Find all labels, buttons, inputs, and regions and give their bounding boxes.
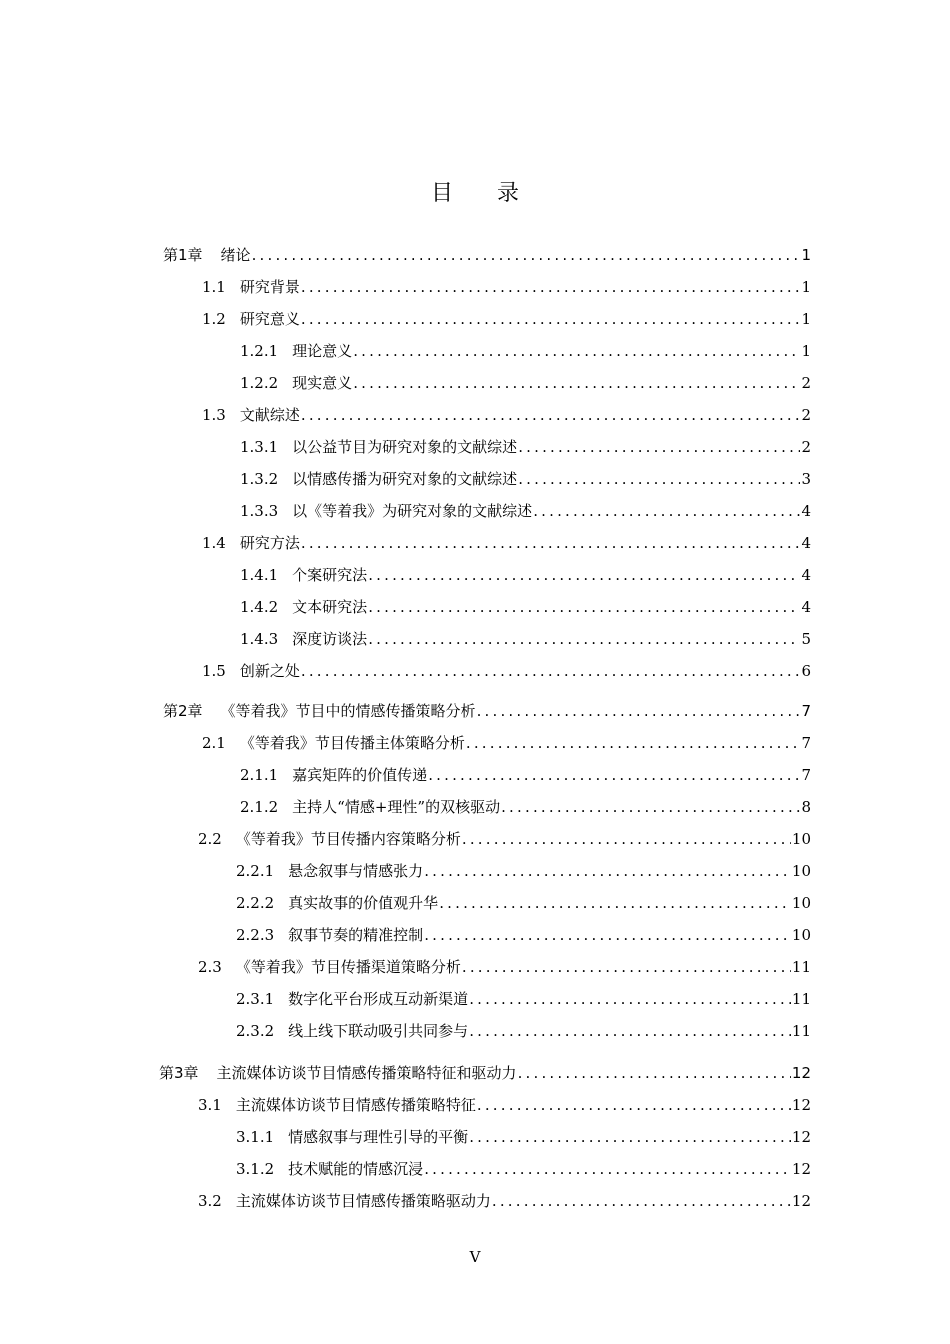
toc-entry-title: 《等着我》节目传播渠道策略分析 [235,958,461,976]
toc-entry-title: 《等着我》节目传播主体策略分析 [239,734,465,752]
toc-entry-page: 1 [801,278,811,296]
toc-entry-title: 研究意义 [239,310,300,328]
dot-leader [518,1064,791,1082]
toc-entry-title: 现实意义 [292,374,353,392]
toc-entry-number: 3.1.2 [236,1160,275,1178]
toc-entry[interactable] [236,924,811,946]
toc-entry-title: 研究背景 [239,278,300,296]
dot-leader [424,862,791,880]
dot-leader [469,1128,791,1146]
dot-leader [368,630,800,648]
toc-entry-page: 10 [791,894,811,912]
toc-entry-title: 主持人“情感+理性”的双核驱动 [292,798,501,816]
toc-entry[interactable] [198,828,811,850]
dot-leader [301,406,801,424]
toc-entry[interactable] [240,340,811,362]
toc-entry-title: 研究方法 [239,534,300,552]
toc-entry[interactable] [163,700,811,722]
toc-entry-page: 1 [801,342,811,360]
toc-entry[interactable] [236,1158,811,1180]
dot-leader [533,502,800,520]
dot-leader [353,374,800,392]
toc-entry-title: 以情感传播为研究对象的文献综述 [292,470,518,488]
toc-entry-title: 深度访谈法 [292,630,368,648]
toc-entry[interactable] [202,532,811,554]
toc-entry-number: 3.1.1 [236,1128,275,1146]
toc-entry-page: 11 [791,990,811,1008]
dot-leader [469,1022,791,1040]
toc-entry[interactable] [159,1062,811,1084]
dot-leader [462,958,791,976]
dot-leader [368,598,800,616]
toc-entry-page: 5 [801,630,811,648]
toc-entry-page: 7 [801,734,811,752]
toc-entry-number: 1.3.3 [240,502,279,520]
toc-entry-page: 6 [801,662,811,680]
toc-entry-page: 12 [791,1128,811,1146]
dot-leader [301,278,801,296]
toc-entry-page: 2 [801,374,811,392]
toc-entry-number: 第1章 [163,246,203,264]
toc-entry[interactable] [240,500,811,522]
toc-entry-page: 11 [791,958,811,976]
toc-entry[interactable] [236,988,811,1010]
toc-entry-title: 主流媒体访谈节目情感传播策略特征和驱动力 [216,1064,517,1082]
toc-entry-number: 1.3.2 [240,470,279,488]
toc-entry[interactable] [240,596,811,618]
toc-entry-number: 3.1 [198,1096,222,1114]
toc-entry-number: 1.4.3 [240,630,279,648]
toc-entry-title: 主流媒体访谈节目情感传播策略特征 [235,1096,476,1114]
toc-entry-number: 1.4.2 [240,598,279,616]
toc-entry-number: 2.1.2 [240,798,279,816]
toc-entry-title: 技术赋能的情感沉浸 [288,1160,424,1178]
toc-entry-title: 理论意义 [292,342,353,360]
toc-entry[interactable] [240,468,811,490]
toc-entry[interactable] [198,1190,811,1212]
toc-entry[interactable] [236,892,811,914]
toc-entry-page: 4 [801,598,811,616]
toc-entry-number: 1.3 [202,406,226,424]
toc-entry-page: 12 [791,1096,811,1114]
toc-entry-page: 1 [801,310,811,328]
toc-entry-number: 2.1 [202,734,226,752]
toc-entry-title: 主流媒体访谈节目情感传播策略驱动力 [235,1192,491,1210]
toc-entry-page: 10 [791,830,811,848]
toc-entry[interactable] [198,956,811,978]
dot-leader [301,534,801,552]
toc-entry[interactable] [202,276,811,298]
toc-entry-title: 真实故事的价值观升华 [288,894,439,912]
toc-entry[interactable] [240,372,811,394]
toc-entry[interactable] [202,732,811,754]
toc-entry-title: 叙事节奏的精准控制 [288,926,424,944]
toc-entry-number: 1.4 [202,534,226,552]
dot-leader [424,926,791,944]
dot-leader [518,470,800,488]
dot-leader [518,438,800,456]
toc-entry-page: 12 [791,1160,811,1178]
dot-leader [477,1096,791,1114]
toc-entry-number: 2.2.1 [236,862,275,880]
page-number: V [469,1248,481,1266]
toc-entry-page: 3 [801,470,811,488]
toc-entry-number: 2.2 [198,830,222,848]
dot-leader [252,246,801,264]
toc-entry[interactable] [240,564,811,586]
toc-entry-number: 2.2.3 [236,926,275,944]
toc-entry-title: 《等着我》节目传播内容策略分析 [235,830,461,848]
toc-entry-title: 文本研究法 [292,598,368,616]
toc-entry-number: 1.3.1 [240,438,279,456]
toc-entry-page: 12 [791,1064,811,1082]
toc-entry-page: 2 [801,438,811,456]
dot-leader [424,1160,791,1178]
dot-leader [439,894,791,912]
toc-entry-page: 4 [801,566,811,584]
toc-entry-title: 文献综述 [239,406,300,424]
toc-entry-number: 2.1.1 [240,766,279,784]
toc-entry[interactable] [240,764,811,786]
toc-entry-number: 第3章 [159,1064,199,1082]
toc-entry-page: 12 [791,1192,811,1210]
dot-leader [353,342,800,360]
toc-entry[interactable] [240,796,811,818]
toc-entry-page: 7 [801,702,811,720]
toc-entry-title: 创新之处 [239,662,300,680]
toc-entry-number: 1.2.2 [240,374,279,392]
toc-entry-title: 《等着我》节目中的情感传播策略分析 [220,702,476,720]
toc-entry-title: 绪论 [220,246,251,264]
page-title: 目录 [430,181,563,206]
dot-leader [466,734,801,752]
toc-entry-page: 11 [791,1022,811,1040]
dot-leader [462,830,791,848]
toc-entry-title: 以公益节目为研究对象的文献综述 [292,438,518,456]
toc-entry-number: 3.2 [198,1192,222,1210]
toc-entry[interactable] [236,1126,811,1148]
dot-leader [301,310,801,328]
toc-entry-number: 2.3.2 [236,1022,275,1040]
toc-entry-page: 10 [791,926,811,944]
dot-leader [428,766,800,784]
toc-entry-page: 4 [801,534,811,552]
toc-entry-number: 2.2.2 [236,894,275,912]
toc-entry-title: 线上线下联动吸引共同参与 [288,1022,469,1040]
dot-leader [469,990,791,1008]
dot-leader [368,566,800,584]
toc-entry-title: 个案研究法 [292,566,368,584]
toc-entry[interactable] [236,1020,811,1042]
toc-entry-number: 1.5 [202,662,226,680]
dot-leader [501,798,800,816]
toc-entry-number: 1.1 [202,278,226,296]
toc-entry-page: 8 [801,798,811,816]
toc-entry[interactable] [240,436,811,458]
toc-entry-number: 1.2.1 [240,342,279,360]
toc-entry-number: 1.2 [202,310,226,328]
toc-entry-page: 1 [801,246,811,264]
toc-entry-number: 2.3.1 [236,990,275,1008]
toc-entry[interactable] [240,628,811,650]
toc-entry-page: 4 [801,502,811,520]
toc-entry[interactable] [236,860,811,882]
toc-entry-title: 悬念叙事与情感张力 [288,862,424,880]
toc-entry-page: 7 [801,766,811,784]
toc-entry[interactable] [198,1094,811,1116]
toc-entry-title: 嘉宾矩阵的价值传递 [292,766,428,784]
toc-entry-title: 情感叙事与理性引导的平衡 [288,1128,469,1146]
dot-leader [477,702,801,720]
toc-entry[interactable] [163,244,811,266]
dot-leader [492,1192,791,1210]
toc-entry-number: 1.4.1 [240,566,279,584]
toc-entry-number: 第2章 [163,702,203,720]
toc-entry-page: 10 [791,862,811,880]
dot-leader [301,662,801,680]
toc-entry[interactable] [202,308,811,330]
toc-entry[interactable] [202,404,811,426]
toc-entry-number: 2.3 [198,958,222,976]
toc-entry-page: 2 [801,406,811,424]
toc-entry-title: 数字化平台形成互动新渠道 [288,990,469,1008]
toc-entry[interactable] [202,660,811,682]
toc-entry-title: 以《等着我》为研究对象的文献综述 [292,502,533,520]
